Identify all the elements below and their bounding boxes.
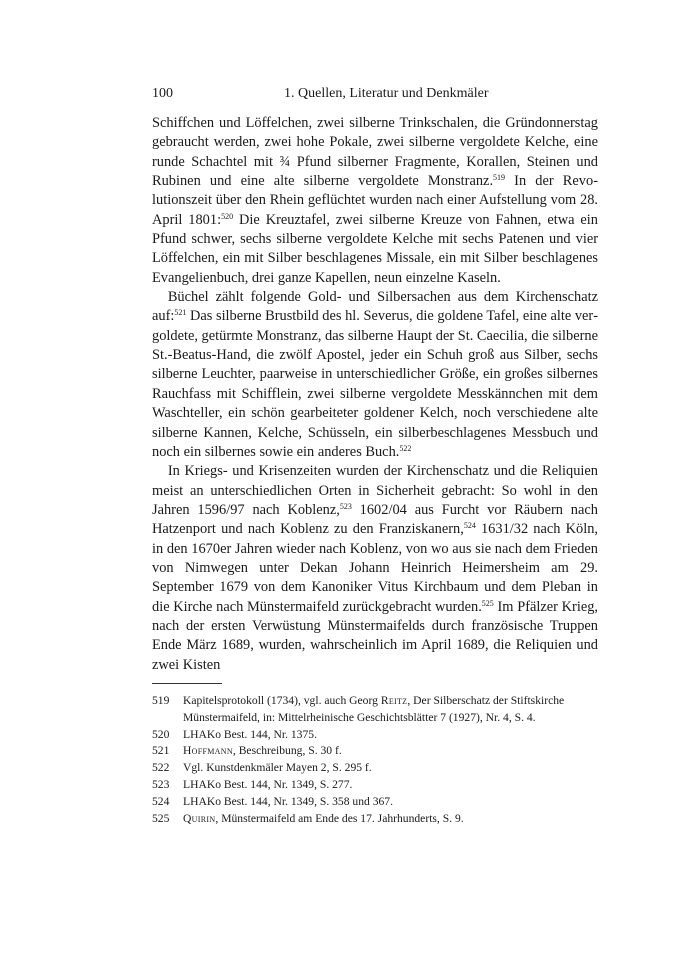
footnote-text: , Beschreibung, S. 30 f.: [232, 744, 342, 758]
footnote-number: 523: [152, 777, 170, 791]
text-segment: 1602/04 aus Furcht vor Räubern nach Hatzenport und nach Koblenz zu den Franziskanern,: [152, 501, 598, 538]
footnote-text: LHAKo Best. 144, Nr. 1349, S. 358 und 367.: [183, 794, 393, 808]
paragraph: [152, 114, 598, 288]
text-segment: Die Kreuztafel, zwei silberne Kreuze von Fahnen, etwa ein Pfund schwer, sechs silberne vergoldete Kelche mit sechs Patenen und vier Löffelchen, ein mit Silber beschlagenes Missale, ein mit Silber beschlagenes Evangelienbuch, drei ganze Kapellen, neun einzelne Kaseln.: [152, 211, 598, 286]
page-number: 100: [152, 86, 173, 101]
footnotes: [152, 693, 598, 827]
footnote: [152, 777, 598, 794]
footnote: [152, 727, 598, 744]
text-segment: Das silberne Brustbild des hl. Severus, die goldene Tafel, eine alte vergoldete, getürmte Monstranz, das silberne Haupt der St. Caecilia, die silberne St.-Beatus-Hand, die zwölf Apostel, jeder ein Schuh groß aus Silber, sechs silberne Leuchter, paarweise in unterschiedlicher Größe, ein großes silbernes Rauchfass mit Schifflein, zwei silberne vergoldete Messkännchen mit dem Waschteller, ein schön gearbeiteter goldener Kelch, noch verschiedene alte silberne Kannen, Kelche, Schüsseln, ein silberbeschlagenes Messbuch und noch ein silbernes sowie ein anderes Buch.: [152, 308, 598, 460]
page-header: [152, 84, 598, 104]
text-segment: In der Revolutionszeit über den Rhein geflüchtet wurden nach einer Aufstellung vom 28. April 1801:: [152, 173, 598, 228]
footnote-text: LHAKo Best. 144, Nr. 1349, S. 277.: [183, 777, 353, 791]
footnote-number: 521: [152, 744, 170, 758]
footnote-separator: [152, 683, 222, 684]
footnote-reference[interactable]: 519: [493, 173, 506, 183]
author-name: Reitz: [380, 694, 408, 707]
footnote-number: 525: [152, 811, 170, 825]
footnote-text: LHAKo Best. 144, Nr. 1375.: [183, 727, 317, 741]
footnote-reference[interactable]: 522: [399, 443, 412, 453]
footnote-number: 520: [152, 727, 170, 741]
footnote: [152, 760, 598, 777]
footnote-reference[interactable]: 525: [481, 598, 494, 608]
paragraph: [152, 462, 598, 675]
author-name: Quirin: [183, 811, 216, 825]
footnote-text: , Der Silberschatz der Stiftskirche Münstermaifeld, in: Mittelrheinische Geschichtsblätter 7 (1927), Nr. 4, S. 4.: [183, 694, 565, 724]
text-segment: Im Pfälzer Krieg, nach der ersten Verwüstung Münstermaifelds durch französische Truppen Ende März 1689, wurden, wahrscheinlich im April 1689, die Reliquien und zwei Kisten: [152, 598, 599, 673]
footnote: [152, 743, 598, 760]
footnote-reference[interactable]: 523: [339, 501, 352, 511]
footnote: [152, 794, 598, 811]
footnote-reference[interactable]: 520: [221, 211, 234, 221]
footnote-number: 522: [152, 761, 170, 775]
footnote-number: 524: [152, 794, 170, 808]
footnote: [152, 693, 598, 727]
footnote-text: Vgl. Kunstdenkmäler Mayen 2, S. 295 f.: [183, 761, 372, 775]
footnote: [152, 811, 598, 828]
running-head: 1. Quellen, Literatur und Denkmäler: [284, 86, 489, 101]
text-segment: 1631/32 nach Köln, in den 1670er Jahren wieder nach Koblenz, von wo aus sie nach dem Frieden von Nimwegen unter Dekan Johann Heinrich Heimersheim am 29. September 1679 von dem Kanoniker Vitus Kirchbaum und dem Pleban in die Kirche nach Münstermaifeld zurückgebracht wurden.: [152, 521, 598, 615]
body-text: [152, 114, 598, 675]
text-segment: Schiffchen und Löffelchen, zwei silberne Trinkschalen, die Gründonnerstag gebraucht werden, zwei hohe Pokale, zwei silberne vergoldete Kelche, eine runde Schachtel mit ¾ Pfund silberner Fragmente, Korallen, Steinen und Rubinen und eine alte silberne vergoldete Monstranz.: [152, 115, 598, 190]
text-segment: In Kriegs- und Krisenzeiten wurden der Kirchenschatz und die Reliquien meist an unterschiedlichen Orten in Sicherheit gebracht: So wohl in den Jahren 1596/97 nach Koblenz,: [152, 463, 598, 518]
paragraph: [152, 288, 598, 462]
footnote-text: Kapitelsprotokoll (1734), vgl. auch Georg: [183, 694, 381, 707]
footnote-number: 519: [152, 694, 170, 707]
footnote-text: , Münstermaifeld am Ende des 17. Jahrhunderts, S. 9.: [215, 811, 464, 825]
text-segment: Büchel zählt folgende Gold- und Silbersachen aus dem Kirchenschatz auf:: [152, 289, 598, 325]
footnote-reference[interactable]: 524: [463, 521, 476, 531]
author-name: Hoffmann: [183, 744, 233, 758]
footnote-reference[interactable]: 521: [174, 308, 187, 318]
